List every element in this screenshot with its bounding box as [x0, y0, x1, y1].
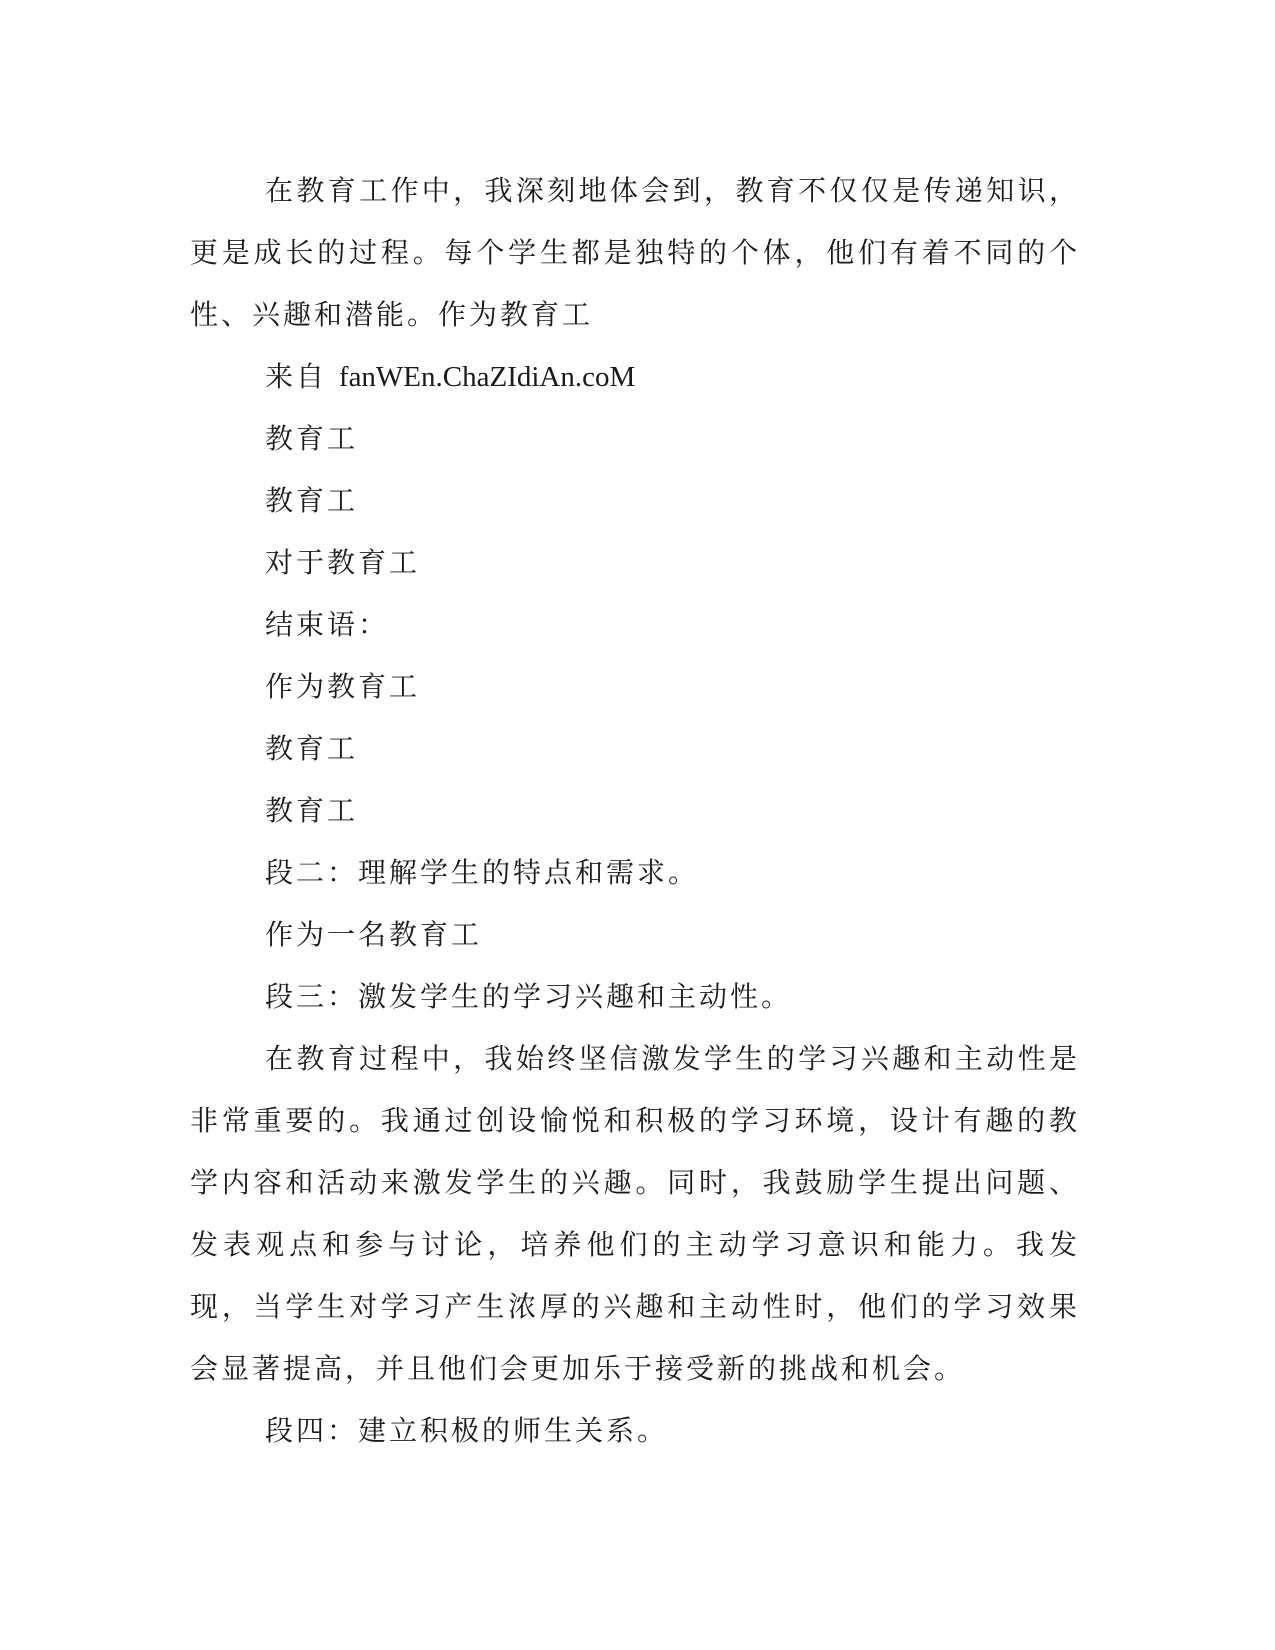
source-line: [190, 346, 1080, 408]
text-line: 教育工: [265, 422, 359, 455]
section-heading: 段三：激发学生的学习兴趣和主动性。: [265, 980, 793, 1013]
text-line: 教育工: [265, 794, 359, 827]
text-line: 作为教育工: [265, 670, 421, 703]
section-heading: 段二：理解学生的特点和需求。: [265, 856, 700, 889]
section-heading: 段四：建立积极的师生关系。: [265, 1414, 669, 1447]
text-line: 对于教育工: [265, 546, 421, 579]
text-line: 教育工: [265, 484, 359, 517]
conclusion-label: 结束语：: [265, 608, 390, 641]
intro-paragraph: 在教育工作中，我深刻地体会到，教育不仅仅是传递知识，更是成长的过程。每个学生都是独特的个体，他们有着不同的个性、兴趣和潜能。作为教育工: [190, 174, 1080, 331]
text-line: 作为一名教育工: [265, 918, 483, 951]
body-paragraph: 在教育过程中，我始终坚信激发学生的学习兴趣和主动性是非常重要的。我通过创设愉悦和积极的学习环境，设计有趣的教学内容和活动来激发学生的兴趣。同时，我鼓励学生提出问题、发表观点和参与讨论，培养他们的主动学习意识和能力。我发现，当学生对学习产生浓厚的兴趣和主动性时，他们的学习效果会显著提高，并且他们会更加乐于接受新的挑战和机会。: [190, 1042, 1080, 1385]
text-line: 教育工: [265, 732, 359, 765]
source-site: fanWEn.ChaZIdiAn.coM: [338, 361, 636, 393]
source-prefix: 来自: [265, 360, 339, 393]
document-body: [190, 160, 1080, 1462]
